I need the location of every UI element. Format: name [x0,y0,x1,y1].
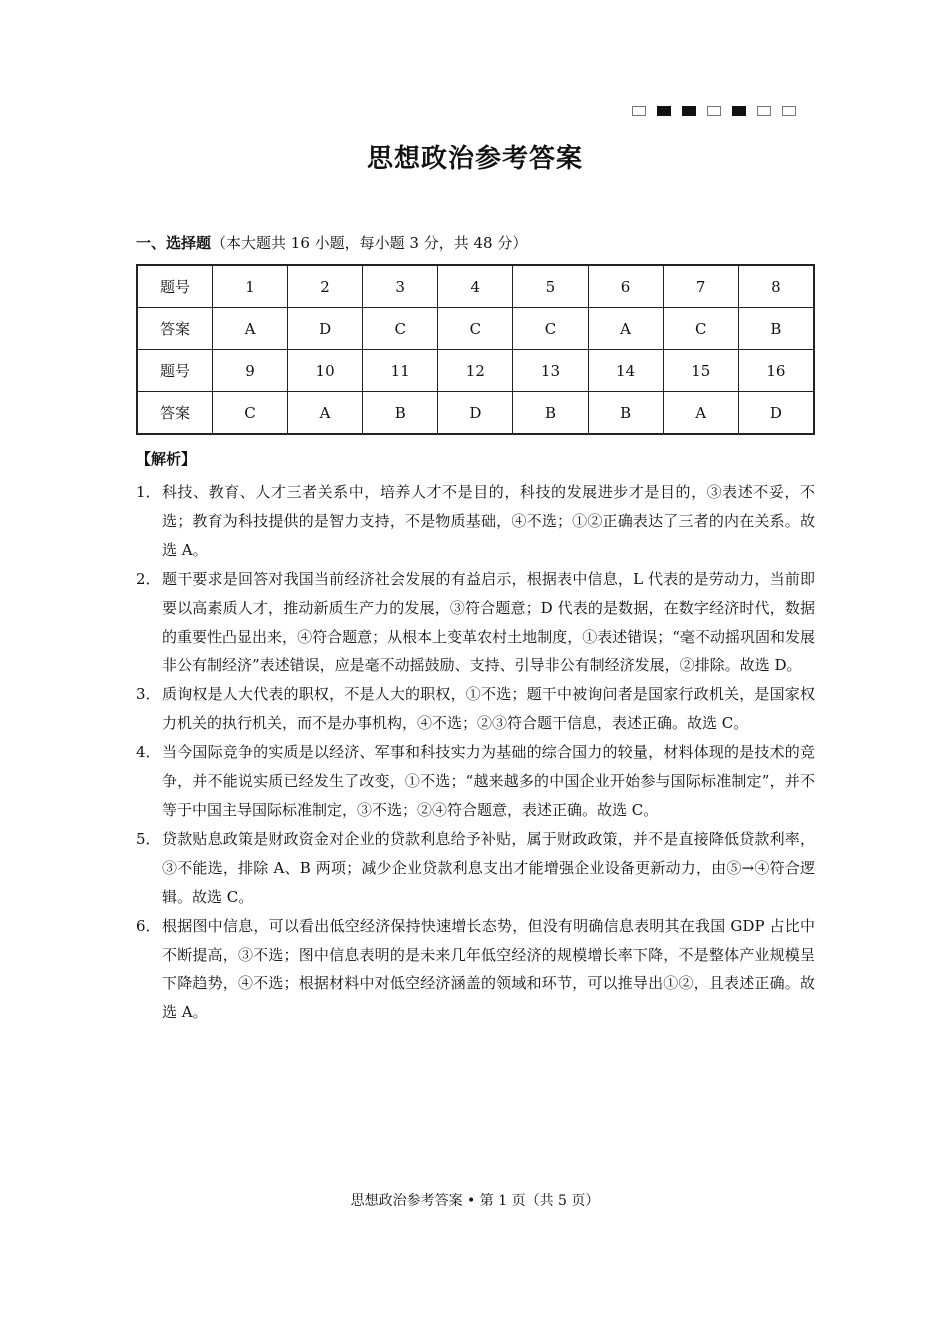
table-cell: D [288,308,363,350]
table-cell: C [513,308,588,350]
item-number: 2． [136,569,161,588]
item-text: 质询权是人大代表的职权，不是人大的职权，①不选；题干中被询问者是国家行政机关，是国家权力机关的执行机关，而不是办事机构，④不选；②③符合题干信息，表述正确。故选 C。 [162,685,815,733]
table-cell: A [588,308,663,350]
table-cell: C [663,308,738,350]
section-heading [136,232,527,253]
table-cell: C [213,392,288,435]
item-text: 题干要求是回答对我国当前经济社会发展的有益启示，根据表中信息，L 代表的是劳动力，当前即要以高素质人才，推动新质生产力的发展，③符合题意；D 代表的是数据，在数字经济时代，数据的重要性凸显出来，④符合题意；从根本上变革农村土地制度，①表述错误；“毫不动摇巩固和发展非公有制经济”表述错误，应是毫不动摇鼓励、支持、引导非公有制经济发展，②排除。故选 D。 [162,569,815,675]
item-number: 3． [136,685,161,704]
item-text: 科技、教育、人才三者关系中，培养人才不是目的，科技的发展进步才是目的，③表述不妥，不选；教育为科技提供的是智力支持，不是物质基础，④不选；①②正确表达了三者的内在关系。故选 A。 [162,483,815,559]
table-cell: B [513,392,588,435]
table-cell: A [213,308,288,350]
table-row [137,308,814,350]
table-cell: 1 [213,265,288,308]
answer-table [136,264,815,435]
item-text: 根据图中信息，可以看出低空经济保持快速增长态势，但没有明确信息表明其在我国 GDP 占比中不断提高，③不选；图中信息表明的是未来几年低空经济的规模增长率下降，不是整体产业规模呈下降趋势，④不选；根据材料中对低空经济涵盖的领域和环节，可以推导出①②，且表述正确。故选 A。 [162,916,815,1022]
filled-square-mark [657,106,671,116]
empty-square-mark [707,106,721,116]
table-cell: B [363,392,438,435]
analysis-items [136,478,815,1027]
answer-table-body [137,265,814,434]
table-cell: 4 [438,265,513,308]
table-cell: A [663,392,738,435]
filled-square-mark [732,106,746,116]
page-footer: 思想政治参考答案 • 第 1 页（共 5 页） [350,1193,600,1209]
table-row [137,350,814,392]
table-cell: 13 [513,350,588,392]
table-cell: C [438,308,513,350]
empty-square-mark [782,106,796,116]
list-item [136,478,815,565]
row-label: 题号 [137,265,213,308]
section-heading-label: 一、选择题 [136,234,212,252]
table-cell: B [588,392,663,435]
table-cell: D [738,392,814,435]
row-label: 题号 [137,350,213,392]
corner-marks [632,106,796,116]
table-cell: 3 [363,265,438,308]
page-title: 思想政治参考答案 [366,144,583,174]
table-cell: C [363,308,438,350]
table-cell: B [738,308,814,350]
row-label: 答案 [137,392,213,435]
table-cell: 10 [288,350,363,392]
table-cell: 5 [513,265,588,308]
table-cell: 12 [438,350,513,392]
item-number: 5． [136,829,161,848]
item-number: 4． [136,743,161,762]
item-number: 1． [136,483,161,501]
item-text: 当今国际竞争的实质是以经济、军事和科技实力为基础的综合国力的较量，材料体现的是技术的竞争，并不能说实质已经发生了改变，①不选；“越来越多的中国企业开始参与国际标准制定”，并不等于中国主导国际标准制定，③不选；②④符合题意，表述正确。故选 C。 [162,743,815,819]
table-row [137,265,814,308]
table-cell: A [288,392,363,435]
empty-square-mark [757,106,771,116]
table-cell: 11 [363,350,438,392]
list-item [136,565,815,681]
table-row [137,392,814,435]
analysis-label: 【解析】 [136,450,197,468]
table-cell: D [438,392,513,435]
table-cell: 9 [213,350,288,392]
table-cell: 15 [663,350,738,392]
table-cell: 2 [288,265,363,308]
list-item [136,738,815,825]
table-cell: 6 [588,265,663,308]
list-item [136,912,815,1028]
filled-square-mark [682,106,696,116]
section-heading-note: （本大题共 16 小题，每小题 3 分，共 48 分） [211,234,528,252]
item-number: 6． [136,916,161,935]
table-cell: 8 [738,265,814,308]
row-label: 答案 [137,308,213,350]
item-text: 贷款贴息政策是财政资金对企业的贷款利息给予补贴，属于财政政策，并不是直接降低贷款利率，③不能选，排除 A、B 两项；减少企业贷款利息支出才能增强企业设备更新动力，由⑤→④符合逻辑。故选 C。 [162,829,815,906]
table-cell: 7 [663,265,738,308]
table-cell: 16 [738,350,814,392]
list-item [136,680,815,738]
empty-square-mark [632,106,646,116]
table-cell: 14 [588,350,663,392]
list-item [136,825,815,912]
